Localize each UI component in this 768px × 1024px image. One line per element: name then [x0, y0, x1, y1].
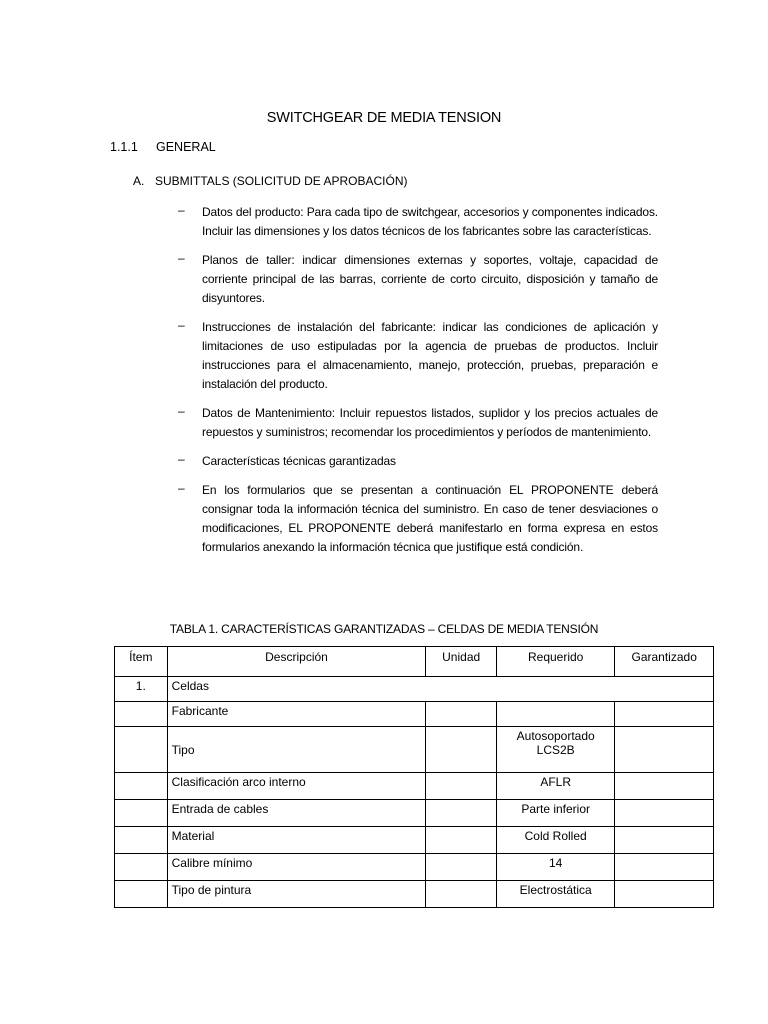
- bullet-text: Datos de Mantenimiento: Incluir repuestos listados, suplidor y los precios actuales de repuestos y suministros; recomendar los procedimientos y períodos de mantenimiento.: [202, 406, 658, 439]
- cell-unit: [426, 854, 497, 881]
- cell-required: [496, 702, 614, 727]
- bullet-text: Planos de taller: indicar dimensiones externas y soportes, voltaje, capacidad de corriente principal de las barras, corriente de corto circuito, disposición y tamaño de disyuntores.: [202, 253, 658, 305]
- group-label: Celdas: [167, 677, 713, 702]
- table-row: [115, 727, 714, 773]
- cell-description: Material: [167, 827, 426, 854]
- required-line-1: Autosoportado: [516, 729, 595, 743]
- dash-bullet: –: [178, 318, 185, 332]
- cell-unit: [426, 881, 497, 908]
- cell-guaranteed: [615, 881, 714, 908]
- table-row: [115, 702, 714, 727]
- cell-guaranteed: [615, 827, 714, 854]
- cell-item: [115, 881, 168, 908]
- cell-description: Clasificación arco interno: [167, 773, 426, 800]
- bullet-text: Datos del producto: Para cada tipo de switchgear, accesorios y componentes indicados. Incluir las dimensiones y los datos técnicos de los fabricantes sobre las características.: [202, 205, 658, 238]
- page-title: SWITCHGEAR DE MEDIA TENSION: [266, 110, 502, 126]
- required-line-2: LCS2B: [536, 743, 575, 757]
- cell-unit: [426, 702, 497, 727]
- cell-item: [115, 727, 168, 773]
- cell-item: [115, 854, 168, 881]
- cell-guaranteed: [615, 773, 714, 800]
- table-row: [115, 800, 714, 827]
- header-description: Descripción: [167, 647, 426, 677]
- list-item: [178, 203, 658, 241]
- bullet-text: Instrucciones de instalación del fabricante: indicar las condiciones de aplicación y limitaciones de uso estipuladas por la agencia de pruebas de productos. Incluir instrucciones para el almacenamiento, manejo, protección, pruebas, preparación e instalación del producto.: [202, 320, 658, 391]
- subsection-letter: A.: [133, 174, 145, 188]
- bullet-text: Características técnicas garantizadas: [202, 454, 396, 468]
- header-required: Requerido: [496, 647, 614, 677]
- header-unit: Unidad: [426, 647, 497, 677]
- cell-description: Tipo de pintura: [167, 881, 426, 908]
- table-group-row: [115, 677, 714, 702]
- table-row: [115, 773, 714, 800]
- cell-guaranteed: [615, 702, 714, 727]
- cell-guaranteed: [615, 800, 714, 827]
- cell-description: Entrada de cables: [167, 800, 426, 827]
- header-guaranteed: Garantizado: [615, 647, 714, 677]
- table-header-row: [115, 647, 714, 677]
- dash-bullet: –: [178, 251, 185, 265]
- table-row: [115, 881, 714, 908]
- dash-bullet: –: [178, 481, 185, 495]
- cell-item: [115, 702, 168, 727]
- specs-table: [114, 646, 714, 908]
- group-item-number: 1.: [115, 677, 168, 702]
- cell-description: Tipo: [167, 727, 426, 773]
- subsection-heading: SUBMITTALS (SOLICITUD DE APROBACIÓN): [155, 174, 408, 188]
- cell-unit: [426, 773, 497, 800]
- cell-unit: [426, 827, 497, 854]
- cell-guaranteed: [615, 727, 714, 773]
- cell-description: Calibre mínimo: [167, 854, 426, 881]
- cell-required: Parte inferior: [496, 800, 614, 827]
- cell-item: [115, 800, 168, 827]
- dash-bullet: –: [178, 452, 185, 466]
- list-item: [178, 251, 658, 308]
- dash-bullet: –: [178, 404, 185, 418]
- header-item: Ítem: [115, 647, 168, 677]
- list-item: [178, 481, 658, 557]
- cell-required: AFLR: [496, 773, 614, 800]
- dash-bullet: –: [178, 203, 185, 217]
- cell-unit: [426, 800, 497, 827]
- list-item: [178, 452, 658, 471]
- cell-required: Cold Rolled: [496, 827, 614, 854]
- table-row: [115, 827, 714, 854]
- cell-required: [496, 727, 614, 773]
- list-item: [178, 404, 658, 442]
- section-number: 1.1.1: [110, 140, 138, 154]
- cell-guaranteed: [615, 854, 714, 881]
- cell-required: Electrostática: [496, 881, 614, 908]
- table-title: TABLA 1. CARACTERÍSTICAS GARANTIZADAS – CELDAS DE MEDIA TENSIÓN: [169, 622, 599, 636]
- section-heading: GENERAL: [156, 140, 216, 154]
- cell-description: Fabricante: [167, 702, 426, 727]
- cell-unit: [426, 727, 497, 773]
- cell-required: 14: [496, 854, 614, 881]
- bullet-list: [178, 203, 658, 567]
- cell-item: [115, 773, 168, 800]
- cell-item: [115, 827, 168, 854]
- table-row: [115, 854, 714, 881]
- bullet-text: En los formularios que se presentan a continuación EL PROPONENTE deberá consignar toda la información técnica del suministro. En caso de tener desviaciones o modificaciones, EL PROPONENTE deberá manifestarlo en forma expresa en estos formularios anexando la información técnica que justifique está condición.: [202, 483, 658, 554]
- list-item: [178, 318, 658, 394]
